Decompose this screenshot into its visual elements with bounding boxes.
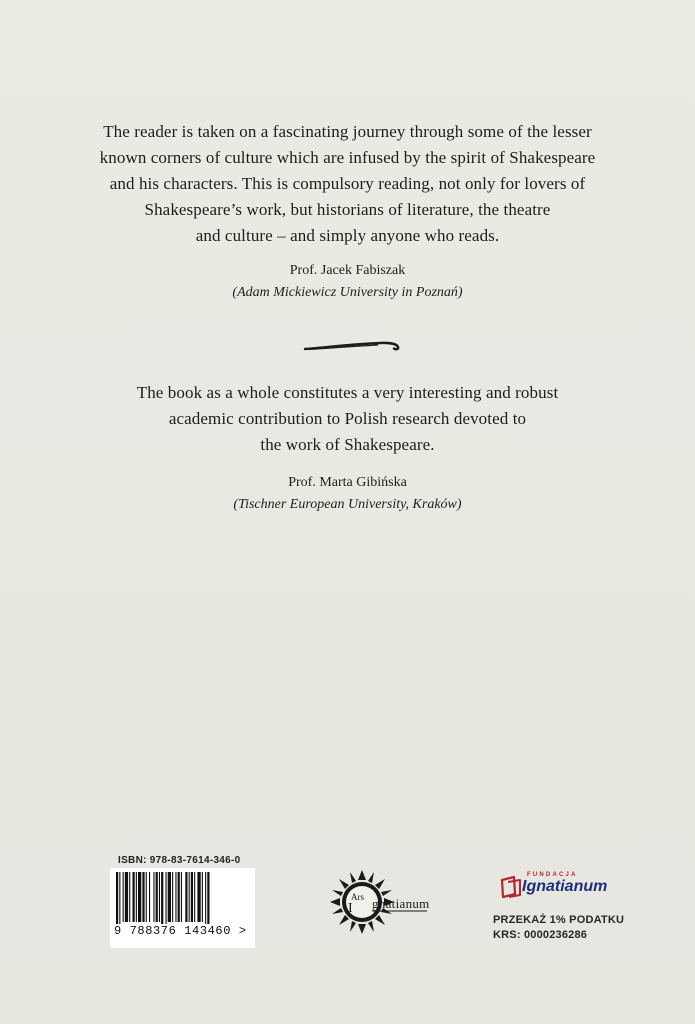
- isbn-barcode: [110, 868, 255, 948]
- ignatianum-seal-logo-icon: [328, 862, 430, 942]
- barcode-bar: [156, 872, 158, 922]
- quote-line: known corners of culture which are infused by the spirit of Shakespeare: [99, 148, 596, 167]
- barcode-bar: [133, 872, 135, 922]
- reviewer-name: Prof. Marta Gibińska: [288, 475, 407, 490]
- quote-line: and his characters. This is compulsory reading, not only for lovers of: [109, 174, 586, 193]
- flourish-divider-icon: [300, 335, 405, 357]
- barcode-bar: [159, 872, 160, 922]
- quote-line: and culture – and simply anyone who reads.: [195, 226, 500, 245]
- quote-line: Shakespeare’s work, but historians of literature, the theatre: [144, 200, 551, 219]
- foundation-name: Ignatianum: [522, 878, 608, 895]
- barcode-bar: [197, 872, 200, 922]
- barcode-bar: [181, 872, 182, 922]
- review-quote-2: [60, 380, 635, 458]
- barcode-bar: [178, 872, 180, 922]
- svg-text:Ars: Ars: [351, 892, 364, 902]
- barcode-bar: [205, 872, 206, 924]
- barcode-bar: [153, 872, 154, 922]
- barcode-digits: 9 788376 143460 >: [114, 924, 247, 938]
- tax-donation-line: PRZEKAŻ 1% PODATKU: [493, 914, 625, 926]
- quote-line: The reader is taken on a fascinating journey through some of the lesser: [103, 122, 592, 141]
- review-attribution-1: [60, 260, 635, 304]
- barcode-bar: [146, 872, 147, 922]
- barcode-bar: [172, 872, 173, 922]
- barcode-bar: [129, 872, 130, 922]
- barcode-bar: [161, 872, 163, 924]
- barcode-bar: [149, 872, 150, 922]
- review-quote-1: [60, 119, 635, 249]
- quote-line: academic contribution to Polish research devoted to: [168, 409, 527, 428]
- barcode-bar: [202, 872, 203, 922]
- reviewer-affiliation: (Tischner European University, Kraków): [233, 497, 462, 512]
- barcode-bar: [142, 872, 144, 922]
- reviewer-name: Prof. Jacek Fabiszak: [289, 263, 406, 278]
- barcode-bar: [125, 872, 128, 922]
- barcode-bar: [136, 872, 137, 922]
- barcode-bar: [123, 872, 124, 922]
- barcode-bar: [138, 872, 141, 922]
- quote-line: the work of Shakespeare.: [260, 435, 435, 454]
- barcode-bar: [194, 872, 195, 922]
- svg-text:gnatianum: gnatianum: [372, 896, 430, 911]
- barcode-bar: [119, 872, 120, 924]
- foundation-book-icon: [499, 874, 523, 900]
- quote-line: The book as a whole constitutes a very interesting and robust: [136, 383, 559, 402]
- barcode-bar: [189, 872, 190, 922]
- barcode-bar: [207, 872, 209, 924]
- barcode-bar: [166, 872, 167, 924]
- barcode-bar: [175, 872, 176, 922]
- barcode-bars: [116, 872, 248, 924]
- barcode-bar: [168, 872, 171, 922]
- krs-number: KRS: 0000236286: [493, 929, 588, 941]
- isbn-label: ISBN: 978-83-7614-346-0: [118, 855, 241, 866]
- barcode-bar: [191, 872, 193, 922]
- barcode-bar: [185, 872, 187, 922]
- barcode-bar: [116, 872, 118, 924]
- foundation-small-label: FUNDACJA: [527, 872, 578, 878]
- review-attribution-2: [60, 472, 635, 516]
- reviewer-affiliation: (Adam Mickiewicz University in Poznań): [232, 285, 463, 300]
- svg-text:I: I: [348, 901, 353, 916]
